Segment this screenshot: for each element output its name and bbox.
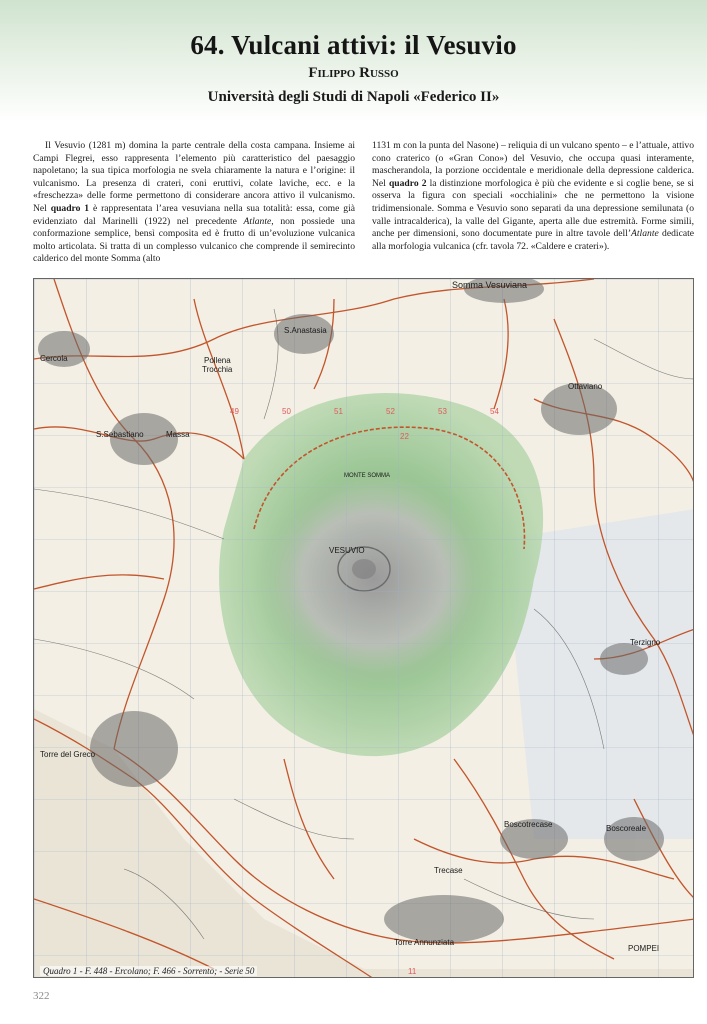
place-label-boscotrecase: Boscotrecase: [504, 820, 553, 829]
body-text: è rappresentata l’area vesuviana nella sua totalità: essa, come già evidenziato dal Marinelli (1922) nel precedente: [33, 202, 355, 227]
atlante-ref: Atlante: [631, 228, 659, 240]
grid-number: 52: [386, 407, 395, 416]
place-label-somma: Somma Vesuviana: [452, 280, 528, 290]
grid-number: 49: [230, 407, 239, 416]
place-label-massa: Massa: [166, 430, 190, 439]
grid-number: 11: [408, 967, 417, 976]
grid-number: 51: [334, 407, 343, 416]
page-title: 64. Vulcani attivi: il Vesuvio: [190, 30, 517, 60]
atlante-ref: Atlante: [243, 215, 272, 227]
author-name: Filippo Russo: [308, 65, 399, 81]
quadro-2-ref: quadro 2: [388, 177, 427, 189]
place-label-cercola: Cercola: [40, 354, 68, 363]
grid-number: 54: [490, 407, 499, 416]
body-text: , non possiede una conformazione semplice, bensì composita ed è frutto di un’evoluzione vulcanica molto articolata. Si tratta di un complesso vulcanico che comprende il semirecinto calderico del monte Somma (alto: [33, 215, 355, 265]
body-text: la distinzione morfologica è più che evidente e si coglie bene, se si osserva la figura con speciali «occhialini» che ne permettono la visione tridimensionale. Somma e Vesuvio sono separati da una depressione semilunata (o valle intracalderica), la valle del Gigante, aperta alle due estremità. Forme simili, anche per dimensioni, sono documentate pure in altre tavole dell’: [372, 177, 694, 240]
place-label-torre-annunziata: Torre Annunziata: [394, 938, 455, 947]
place-label-pollena: Pollena: [204, 356, 231, 365]
place-label-anastasia: S.Anastasia: [284, 326, 327, 335]
grid-number: 53: [438, 407, 447, 416]
place-label-vesuvio: VESUVIO: [329, 546, 365, 555]
place-label-boscoreale: Boscoreale: [606, 824, 647, 833]
body-column-left: [33, 140, 355, 266]
author-affiliation: Università degli Studi di Napoli «Federico II»: [207, 89, 500, 105]
place-label-torre-greco: Torre del Greco: [40, 750, 96, 759]
grid-number: 50: [282, 407, 291, 416]
place-label-trecase: Trecase: [434, 866, 463, 875]
place-label-pompei: POMPEI: [628, 944, 660, 953]
place-label-terzigno: Terzigno: [630, 638, 661, 647]
quadro-1-ref: quadro 1: [50, 202, 90, 214]
body-column-right: [372, 140, 694, 253]
body-text: Il Vesuvio (1281 m) domina la parte centrale della costa campana. Insieme ai Campi Flegrei, esso rappresenta l’elemento più caratteristico del paesaggio napoletano; la sua tipica morfologia ne svela chiaramente la natura e l’origine: il vulcanismo. La presenza di crateri, coni eruttivi, colate laviche, ecc. e la «freschezza» delle forme permettono di considerare ancora attivo il vulcanismo. Nel: [33, 140, 355, 214]
place-label-sebastiano: S.Sebastiano: [96, 430, 144, 439]
place-label-ottaviano: Ottaviano: [568, 382, 603, 391]
place-label-monte-somma: MONTE SOMMA: [344, 473, 390, 479]
topographic-map: [33, 278, 694, 978]
map-graphic: [34, 279, 694, 978]
body-text: dedicate alla morfologia vulcanica (cfr. tavola 72. «Caldere e crateri»).: [372, 228, 695, 252]
place-label-trocchia: Trocchia: [202, 365, 233, 374]
grid-number: 22: [400, 432, 409, 441]
page-number: 322: [33, 990, 50, 1002]
map-caption: Quadro 1 - F. 448 - Ercolano; F. 466 - Sorrento; - Serie 50: [40, 966, 257, 976]
body-text: 1131 m con la punta del Nasone) – reliquia di un vulcano spento – e l’attuale, attivo cono craterico (o «Gran Cono») del Vesuvio, che occupa quasi interamente, mascherandola, la porzione occidentale e meridionale della depressione calderica. Nel: [372, 140, 694, 189]
